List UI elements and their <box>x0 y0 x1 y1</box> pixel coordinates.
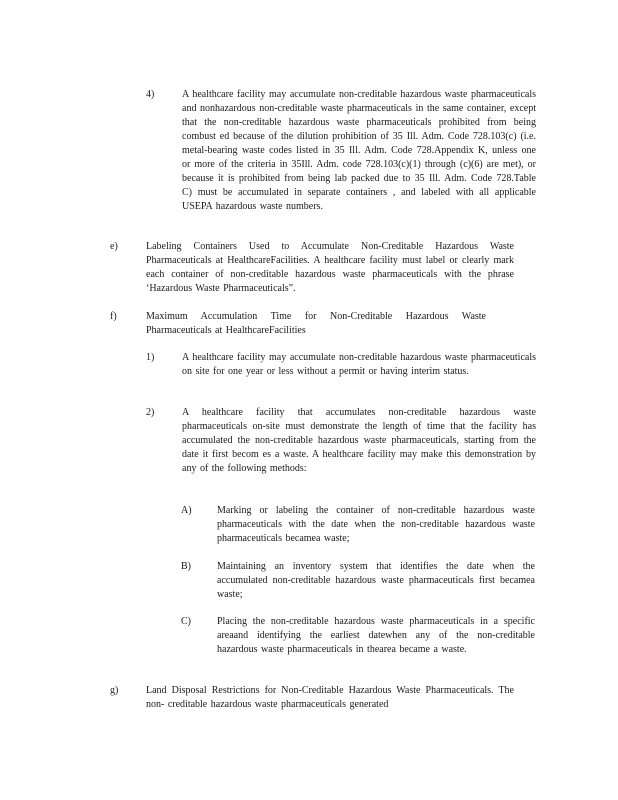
list-marker: 1) <box>146 352 155 363</box>
paragraph: A healthcare facility that accumulates non-creditable hazardous waste pharmaceuticals on-site must demonstrate the length of time that the facility has accumulated the non-creditable hazardous waste pharmaceuticals, starting from the date it first becom es a waste. A healthcare facility may make this demonstration by any of the following methods: <box>182 407 536 474</box>
sub-marker: A) <box>181 505 192 516</box>
section-marker: f) <box>110 311 117 322</box>
section-marker: e) <box>110 241 118 252</box>
section-marker: g) <box>110 685 119 696</box>
paragraph: Labeling Containers Used to Accumulate Non-Creditable Hazardous Waste Pharmaceuticals at HealthcareFacilities. A healthcare facility must label or clearly mark each container of non-creditable hazardous waste pharmaceuticals with the phrase ‘Hazardous Waste Pharmaceuticals”. <box>146 241 514 294</box>
sub-marker: B) <box>181 561 191 572</box>
paragraph: A healthcare facility may accumulate non-creditable hazardous waste pharmaceuticals on site for one year or less without a permit or having interim status. <box>182 352 536 377</box>
paragraph: Land Disposal Restrictions for Non-Creditable Hazardous Waste Pharmaceuticals. The non- creditable hazardous waste pharmaceuticals generated <box>146 685 514 710</box>
list-marker: 4) <box>146 89 155 100</box>
paragraph: A healthcare facility may accumulate non-creditable hazardous waste pharmaceuticals and nonhazardous non-creditable waste pharmaceuticals in the same container, except that the non-creditable hazardous waste pharmaceuticals prohibited from being combust ed because of the dilution prohibition of 35 Ill. Adm. Code 728.103(c) (i.e. metal-bearing waste codes listed in 35 Ill. Adm. Code 728.Appendix K, unless one or more of the criteria in 35Ill. Adm. code 728.103(c)(1) through (c)(6) are met), or because it is prohibited from being lab packed due to 35 Ill. Adm. Code 728.Table C) must be accumulated in separate containers , and labeled with all applicable USEPA hazardous waste numbers. <box>182 89 536 212</box>
paragraph: Placing the non-creditable hazardous waste pharmaceuticals in a specific areaand identifying the earliest datewhen any of the non-creditable hazardous waste pharmaceuticals in thearea became a waste. <box>217 616 535 655</box>
sub-marker: C) <box>181 616 191 627</box>
section-heading: Maximum Accumulation Time for Non-Creditable Hazardous Waste Pharmaceuticals at HealthcareFacilities <box>146 311 486 336</box>
list-marker: 2) <box>146 407 155 418</box>
paragraph: Maintaining an inventory system that identifies the date when the accumulated non-creditable hazardous waste pharmaceuticals first becamea waste; <box>217 561 535 600</box>
paragraph: Marking or labeling the container of non-creditable hazardous waste pharmaceuticals with the date when the non-creditable hazardous waste pharmaceuticals becamea waste; <box>217 505 535 544</box>
